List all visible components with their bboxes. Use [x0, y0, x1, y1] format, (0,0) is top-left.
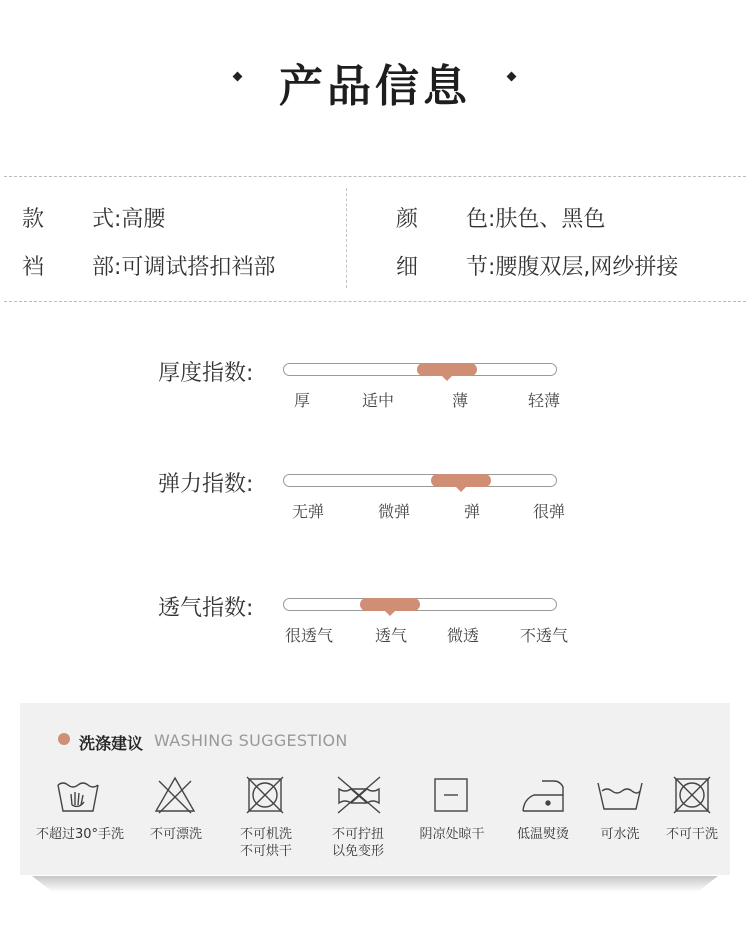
- no-dry-clean-label: 不可干洗: [665, 827, 718, 842]
- thickness-tick: 适中: [362, 391, 395, 410]
- low-iron-label: 低温熨烫: [516, 827, 569, 842]
- thickness-index-knob: [417, 363, 477, 376]
- thickness-index-label: 厚度指数:: [158, 361, 254, 386]
- spec-column-divider: [346, 188, 347, 288]
- hand-wash-icon: [55, 775, 101, 815]
- elasticity-tick: 弹: [464, 502, 481, 521]
- breathability-tick: 不透气: [520, 626, 569, 645]
- no-wring-label: 不可拧扭 以免变形: [331, 827, 384, 859]
- breathability-index-knob: [360, 598, 420, 611]
- washing-panel-shadow: [32, 876, 718, 892]
- no-bleach-icon: [153, 775, 197, 815]
- elasticity-index-label: 弹力指数:: [158, 472, 254, 497]
- breathability-tick: 很透气: [285, 626, 334, 645]
- hand-wash-label: 不超过30°手洗: [36, 827, 125, 842]
- breathability-tick: 透气: [375, 626, 408, 645]
- washing-subtitle: WASHING SUGGESTION: [154, 731, 348, 750]
- water-wash-label: 可水洗: [600, 827, 640, 842]
- elasticity-tick: 无弹: [292, 502, 325, 521]
- washing-title: 洗涤建议: [79, 734, 144, 753]
- spec-crotch: 裆 部:可调试搭扣裆部: [22, 255, 276, 280]
- no-machine-wash-label: 不可机洗 不可烘干: [239, 827, 292, 859]
- no-wring-icon: [335, 775, 383, 815]
- elasticity-index-knob: [431, 474, 491, 487]
- elasticity-tick: 微弹: [378, 502, 411, 521]
- washing-title-dot: [58, 733, 70, 745]
- spec-style: 款 式:高腰: [22, 207, 166, 232]
- breathability-index-label: 透气指数:: [158, 596, 254, 621]
- elasticity-tick: 很弹: [533, 502, 566, 521]
- thickness-index-track: [283, 363, 557, 376]
- spec-bottom-divider: [4, 301, 746, 302]
- thickness-tick: 轻薄: [528, 391, 561, 410]
- thickness-tick: 厚: [294, 391, 311, 410]
- spec-color: 颜 色:肤色、黑色: [396, 207, 606, 232]
- shade-dry-label: 阴凉处晾干: [419, 827, 485, 842]
- no-dry-clean-icon: [672, 775, 712, 815]
- low-iron-icon: [520, 775, 566, 815]
- shade-dry-icon: [432, 775, 470, 815]
- breathability-index-track: [283, 598, 557, 611]
- no-machine-wash-icon: [246, 775, 284, 815]
- spec-detail: 细 节:腰腹双层,网纱拼接: [396, 255, 679, 280]
- page-title: 产品信息: [279, 61, 471, 112]
- no-bleach-label: 不可漂洗: [149, 827, 202, 842]
- thickness-tick: 薄: [452, 391, 469, 410]
- elasticity-index-track: [283, 474, 557, 487]
- breathability-tick: 微透: [447, 626, 480, 645]
- spec-top-divider: [4, 176, 746, 177]
- water-wash-icon: [596, 775, 644, 815]
